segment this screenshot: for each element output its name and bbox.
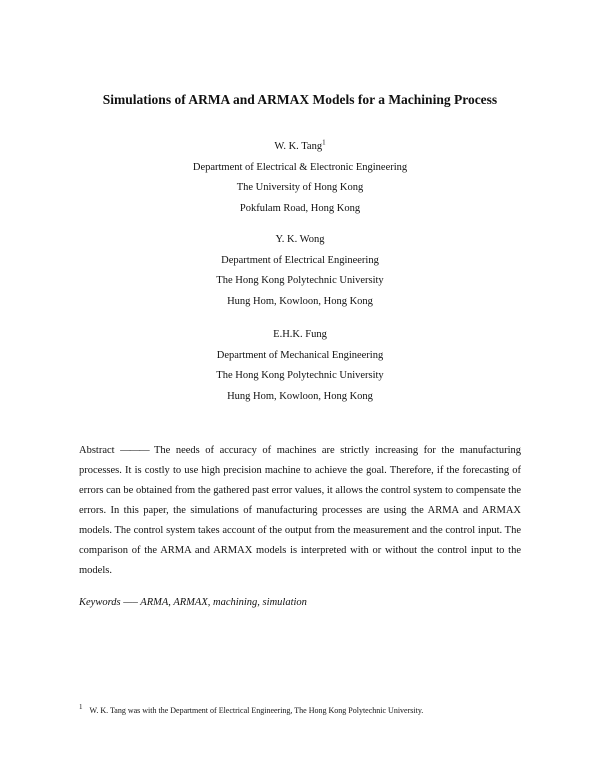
author-block-1 (0, 137, 600, 219)
keywords-label: Keywords (79, 597, 121, 608)
affiliation-address: Pokfulam Road, Hong Kong (239, 202, 361, 214)
footnote-mark: 1 (79, 703, 83, 712)
abstract-text: The needs of accuracy of machines are strictly increasing for the manufacturing processes. It is costly to use high precision machine to achieve the goal. Therefore, if the forecasting of errors can be obtained from the gathered past error values, it allows the control system to compensate the errors. In this paper, the simulations of manufacturing processes are using the ARMA and ARMAX models. The control system takes account of the output from the measurement and the control input. The comparison of the ARMA and ARMAX models is interpreted with or without the control input to the models. (79, 445, 522, 576)
footnote (79, 703, 424, 715)
affiliation-institution: The Hong Kong Polytechnic University (216, 370, 384, 381)
paper-title: Simulations of ARMA and ARMAX Models for a Machining Process (102, 92, 498, 107)
affiliation-institution: The Hong Kong Polytechnic University (216, 275, 384, 286)
author-name: E.H.K. Fung (273, 329, 327, 340)
affiliation-department: Department of Electrical Engineering (221, 254, 379, 266)
abstract (79, 441, 521, 581)
affiliation-institution: The University of Hong Kong (236, 182, 364, 193)
author-name-line (0, 137, 600, 158)
abstract-label: Abstract (79, 445, 115, 456)
abstract-dash: ——— (120, 445, 149, 456)
keywords-dash: —– (123, 597, 138, 608)
affiliation-address: Hung Hom, Kowloon, Hong Kong (227, 295, 373, 307)
footnote-mark: 1 (322, 138, 326, 147)
author-block-3 (0, 325, 600, 407)
keywords-text: ARMA, ARMAX, machining, simulation (140, 597, 307, 608)
affiliation-department: Department of Mechanical Engineering (216, 349, 384, 361)
affiliation-department: Department of Electrical & Electronic Engineering (192, 161, 408, 173)
affiliation-address: Hung Hom, Kowloon, Hong Kong (227, 390, 373, 402)
author-name: Y. K. Wong (275, 234, 325, 245)
keywords (79, 597, 307, 608)
author-block-2 (0, 230, 600, 312)
footnote-text: W. K. Tang was with the Department of Electrical Engineering, The Hong Kong Polytechnic University. (89, 706, 424, 715)
author-name: W. K. Tang (274, 141, 323, 152)
